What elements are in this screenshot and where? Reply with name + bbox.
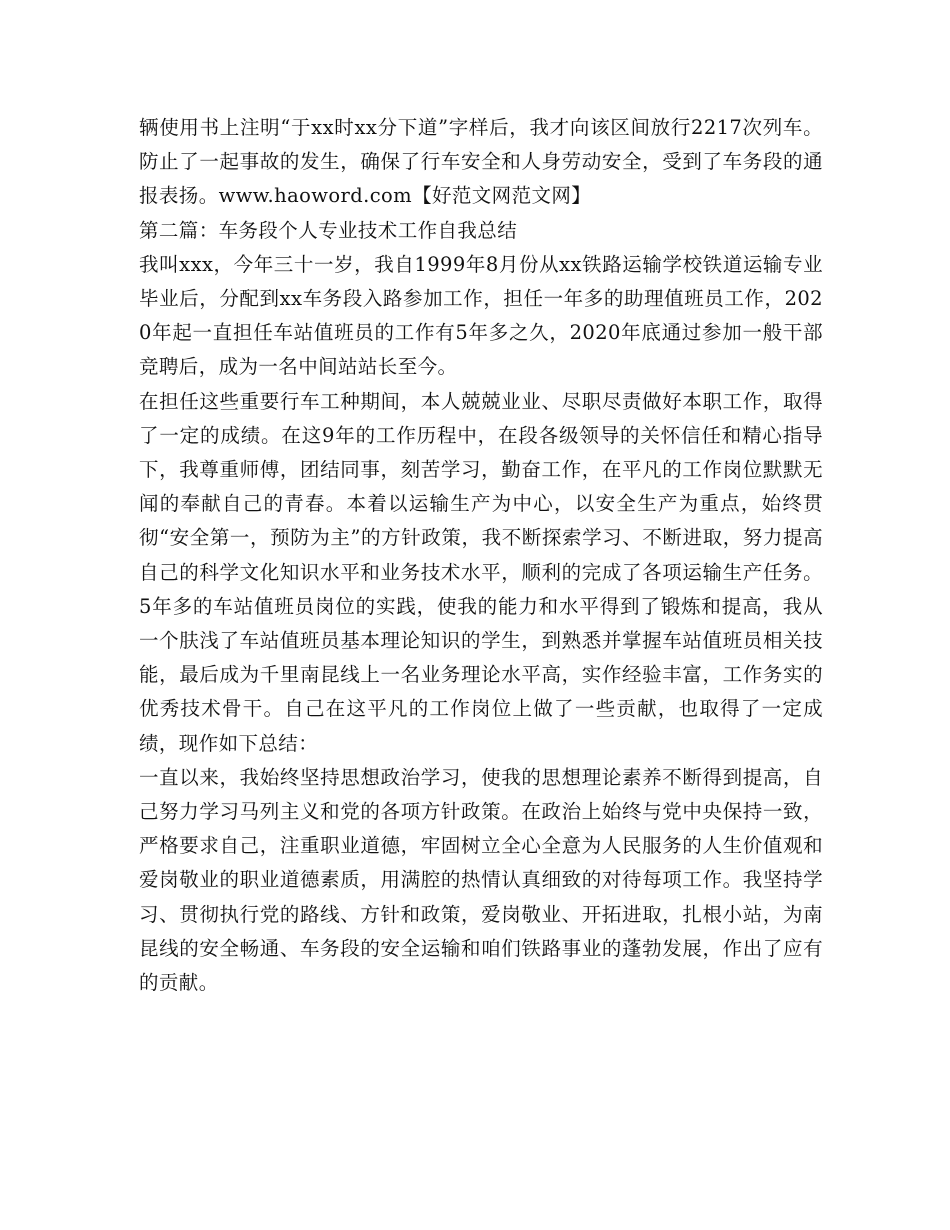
paragraph-intro: 我叫xxx，今年三十一岁，我自1999年8月份从xx铁路运输学校铁道运输专业毕业后，分配到xx车务段入路参加工作，担任一年多的助理值班员工作，2020年起一直担任车站值班员的工作有5年多之久，2020年底通过参加一般干部竞聘后，成为一名中间站站长至今。 bbox=[139, 252, 823, 379]
section-heading: 第二篇：车务段个人专业技术工作自我总结 bbox=[139, 218, 518, 242]
paragraph-achievements: 在担任这些重要行车工种期间，本人兢兢业业、尽职尽责做好本职工作，取得了一定的成绩。在这9年的工作历程中，在段各级领导的关怀信任和精心指导下，我尊重师傅，团结同事，刻苦学习，勤奋工作，在平凡的工作岗位默默无闻的奉献自己的青春。本着以运输生产为中心，以安全生产为重点，始终贯彻“安全第一，预防为主”的方针政策，我不断探索学习、不断进取，努力提高自己的科学文化知识水平和业务技术水平，顺利的完成了各项运输生产任务。5年多的车站值班员岗位的实践，使我的能力和水平得到了锻炼和提高，我从一个肤浅了车站值班员基本理论知识的学生，到熟悉并掌握车站值班员相关技能，最后成为千里南昆线上一名业务理论水平高，实作经验丰富，工作务实的优秀技术骨干。自己在这平凡的工作岗位上做了一些贡献，也取得了一定成绩，现作如下总结： bbox=[139, 389, 823, 755]
paragraph-continuation: 辆使用书上注明“于xx时xx分下道”字样后，我才向该区间放行2217次列车。防止了一起事故的发生，确保了行车安全和人身劳动安全，受到了车务段的通报表扬。www.haoword.com【好范文网范文网】 bbox=[139, 116, 823, 208]
paragraph-political-study: 一直以来，我始终坚持思想政治学习，使我的思想理论素养不断得到提高，自己努力学习马列主义和党的各项方针政策。在政治上始终与党中央保持一致，严格要求自己，注重职业道德，牢固树立全心全意为人民服务的人生价值观和爱岗敬业的职业道德素质，用满腔的热情认真细致的对待每项工作。我坚持学习、贯彻执行党的路线、方针和政策，爱岗敬业、开拓进取，扎根小站，为南昆线的安全畅通、车务段的安全运输和咱们铁路事业的蓬勃发展，作出了应有的贡献。 bbox=[139, 765, 823, 995]
document-body bbox=[139, 111, 823, 1000]
